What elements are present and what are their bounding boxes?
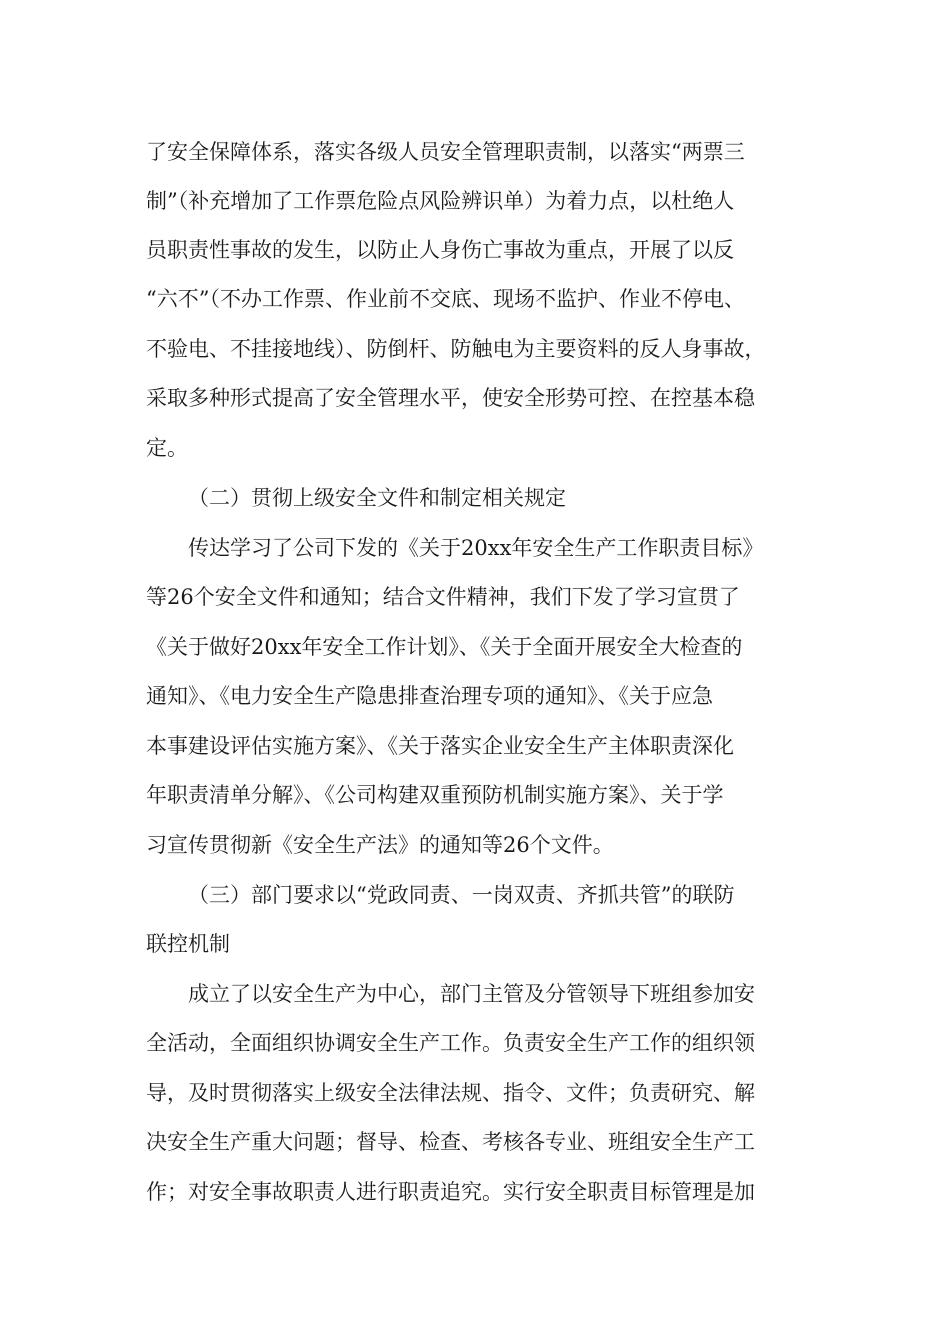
paragraph-line: 导，及时贯彻落实上级安全法律法规、指令、文件；负责研究、解 bbox=[146, 1081, 755, 1105]
paragraph-line: 本事建设评估实施方案》、《关于落实企业安全生产主体职责深化 bbox=[146, 734, 734, 758]
paragraph-line: 决安全生产重大问题；督导、检查、考核各专业、班组安全生产工 bbox=[146, 1130, 755, 1154]
paragraph-line: 制”（补充增加了工作票危险点风险辨识单）为着力点，以杜绝人 bbox=[146, 189, 735, 213]
paragraph-line: 了安全保障体系，落实各级人员安全管理职责制，以落实“两票三 bbox=[146, 140, 745, 164]
paragraph-line: 传达学习了公司下发的《关于20xx年安全生产工作职责目标》 bbox=[188, 536, 764, 560]
paragraph-line: 全活动，全面组织协调安全生产工作。负责安全生产工作的组织领 bbox=[146, 1031, 755, 1055]
paragraph-line: 采取多种形式提高了安全管理水平，使安全形势可控、在控基本稳 bbox=[146, 386, 755, 410]
paragraph-line: 不验电、不挂接地线）、防倒杆、防触电为主要资料的反人身事故， bbox=[146, 337, 766, 361]
section-heading-2: （二）贯彻上级安全文件和制定相关规定 bbox=[188, 486, 566, 510]
section-heading-3: （三）部门要求以“党政同责、一岗双责、齐抓共管”的联防 bbox=[188, 883, 735, 907]
paragraph-line: 习宣传贯彻新《安全生产法》的通知等26个文件。 bbox=[146, 833, 614, 857]
paragraph-line: 员职责性事故的发生，以防止人身伤亡事故为重点，开展了以反 bbox=[146, 238, 734, 262]
paragraph-line: 《关于做好20xx年安全工作计划》、《关于全面开展安全大检查的 bbox=[146, 635, 743, 659]
paragraph-line: 定。 bbox=[146, 436, 188, 460]
paragraph-line: 作；对安全事故职责人进行职责追究。实行安全职责目标管理是加 bbox=[146, 1180, 755, 1204]
section-heading-3-cont: 联控机制 bbox=[146, 932, 230, 956]
paragraph-line: 等26个安全文件和通知；结合文件精神，我们下发了学习宣贯了 bbox=[146, 585, 740, 609]
paragraph-line: 成立了以安全生产为中心，部门主管及分管领导下班组参加安 bbox=[188, 982, 755, 1006]
paragraph-line: “六不”（不办工作票、作业前不交底、现场不监护、作业不停电、 bbox=[146, 287, 745, 311]
paragraph-line: 通知》、《电力安全生产隐患排查治理专项的通知》、《关于应急 bbox=[146, 684, 713, 708]
paragraph-line: 年职责清单分解》、《公司构建双重预防机制实施方案》、关于学 bbox=[146, 783, 724, 807]
